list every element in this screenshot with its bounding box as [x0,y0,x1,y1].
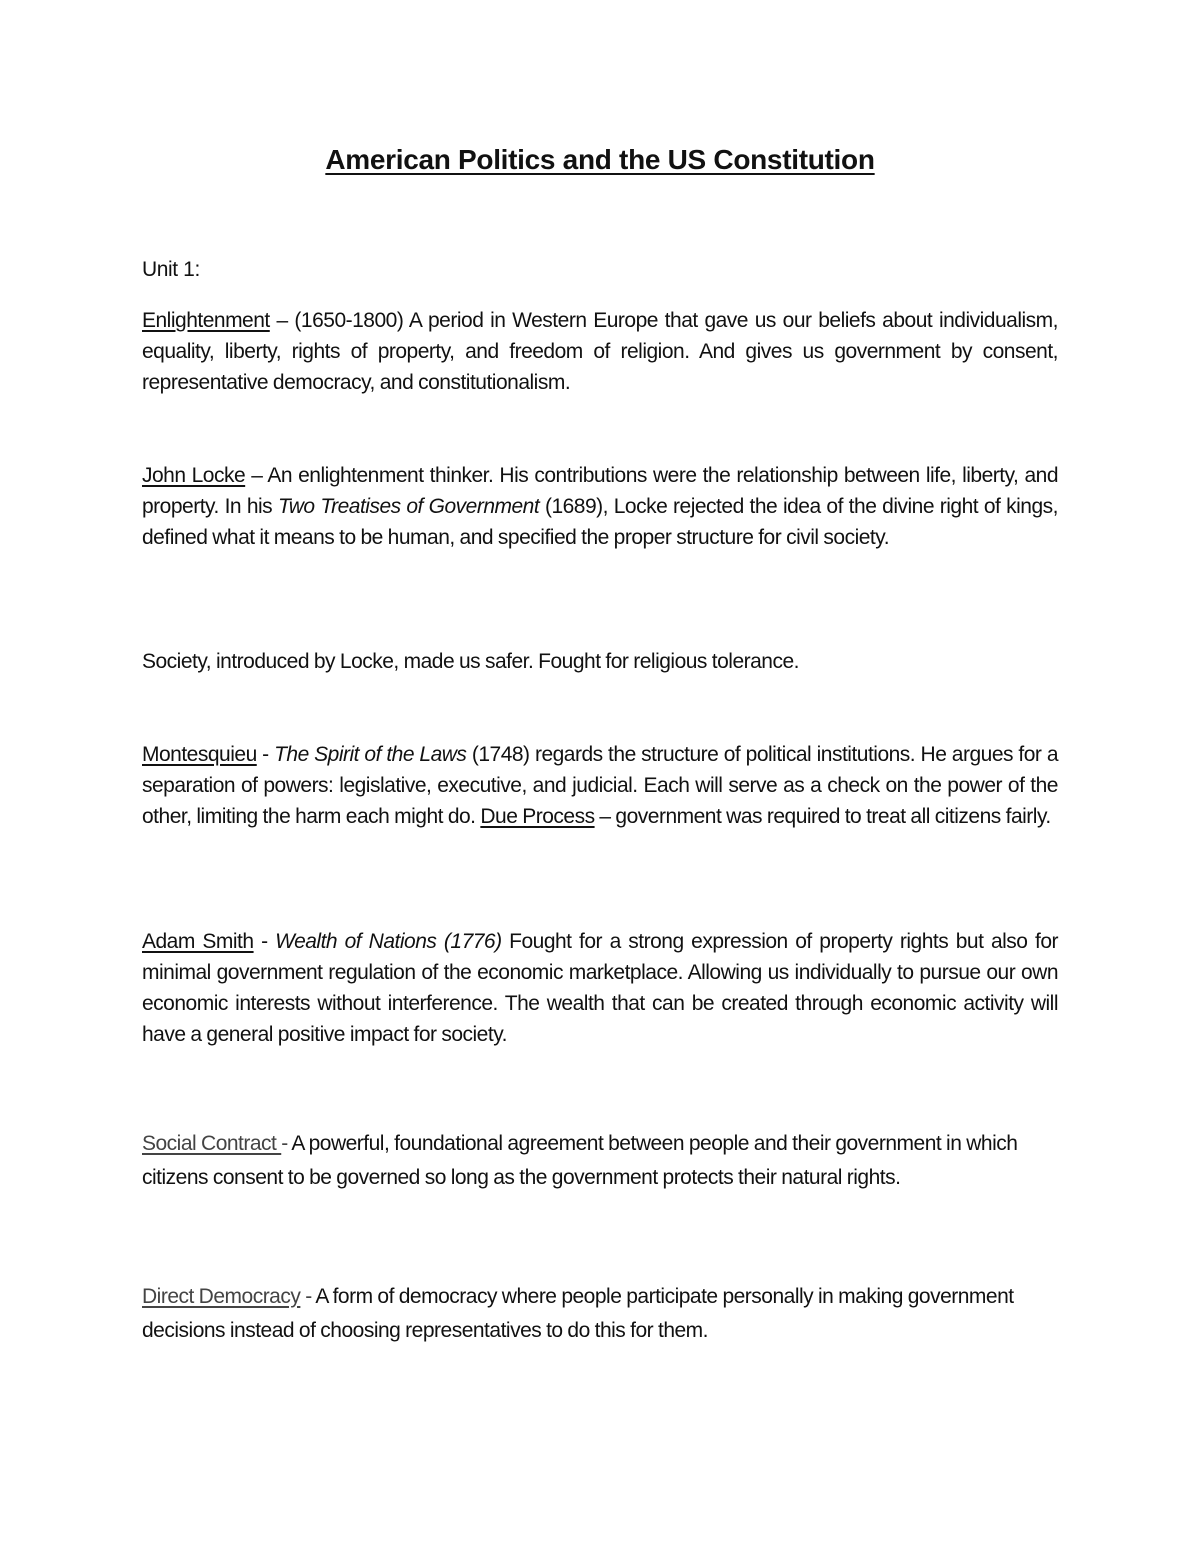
direct-democracy-entry [142,1280,1058,1348]
montesquieu-definition-part1: (1748) regards the structure of political institutions. He argues for a separation of powers: legislative, executive, and judicial. Each will serve as a check on the power of the other, limiting the harm each might do. [142,743,1058,828]
montesquieu-entry [142,739,1058,832]
montesquieu-work-title: The Spirit of the Laws [274,743,467,766]
locke-definition-part2: (1689), Locke rejected the idea of the divine right of kings, defined what it means to be human, and specified the proper structure for civil society. [142,495,1058,549]
social-contract-separator: - [281,1132,292,1155]
smith-entry [142,926,1058,1050]
unit-heading: Unit 1: [142,258,200,281]
direct-democracy-separator: - [300,1285,316,1308]
locke-definition-part1: – An enlightenment thinker. His contributions were the relationship between life, liberty, and property. In his [142,464,1058,518]
enlightenment-definition: – (1650-1800) A period in Western Europe that gave us our beliefs about individualism, equality, liberty, rights of property, and freedom of religion. And gives us government by consent, representative democracy, and constitutionalism. [142,309,1058,394]
locke-work-title: Two Treatises of Government [277,495,540,518]
enlightenment-entry [142,305,1058,398]
smith-term: Adam Smith [142,930,254,953]
smith-work-title: Wealth of Nations (1776) [275,930,502,953]
montesquieu-term: Montesquieu [142,743,257,766]
social-contract-term: Social Contract [142,1132,282,1155]
due-process-definition: – government was required to treat all citizens fairly. [594,805,1051,828]
social-contract-definition: A powerful, foundational agreement between people and their government in which citizens consent to be governed so long as the government protects their natural rights. [142,1132,1018,1189]
direct-democracy-term: Direct Democracy [142,1285,301,1308]
smith-separator: - [253,930,276,953]
social-contract-entry [142,1127,1058,1195]
society-note: Society, introduced by Locke, made us safer. Fought for religious tolerance. [142,650,799,673]
locke-term: John Locke [142,464,246,487]
enlightenment-term: Enlightenment [142,309,270,332]
due-process-term: Due Process [480,805,595,828]
direct-democracy-definition: A form of democracy where people participate personally in making government decisions instead of choosing representatives to do this for them. [142,1285,1014,1342]
locke-entry [142,460,1058,553]
smith-definition: Fought for a strong expression of property rights but also for minimal government regulation of the economic marketplace. Allowing us individually to pursue our own economic interests without interference. The wealth that can be created through economic activity will have a general positive impact for society. [142,930,1059,1046]
document-title: American Politics and the US Constitution [325,144,875,175]
montesquieu-separator: - [256,743,275,766]
